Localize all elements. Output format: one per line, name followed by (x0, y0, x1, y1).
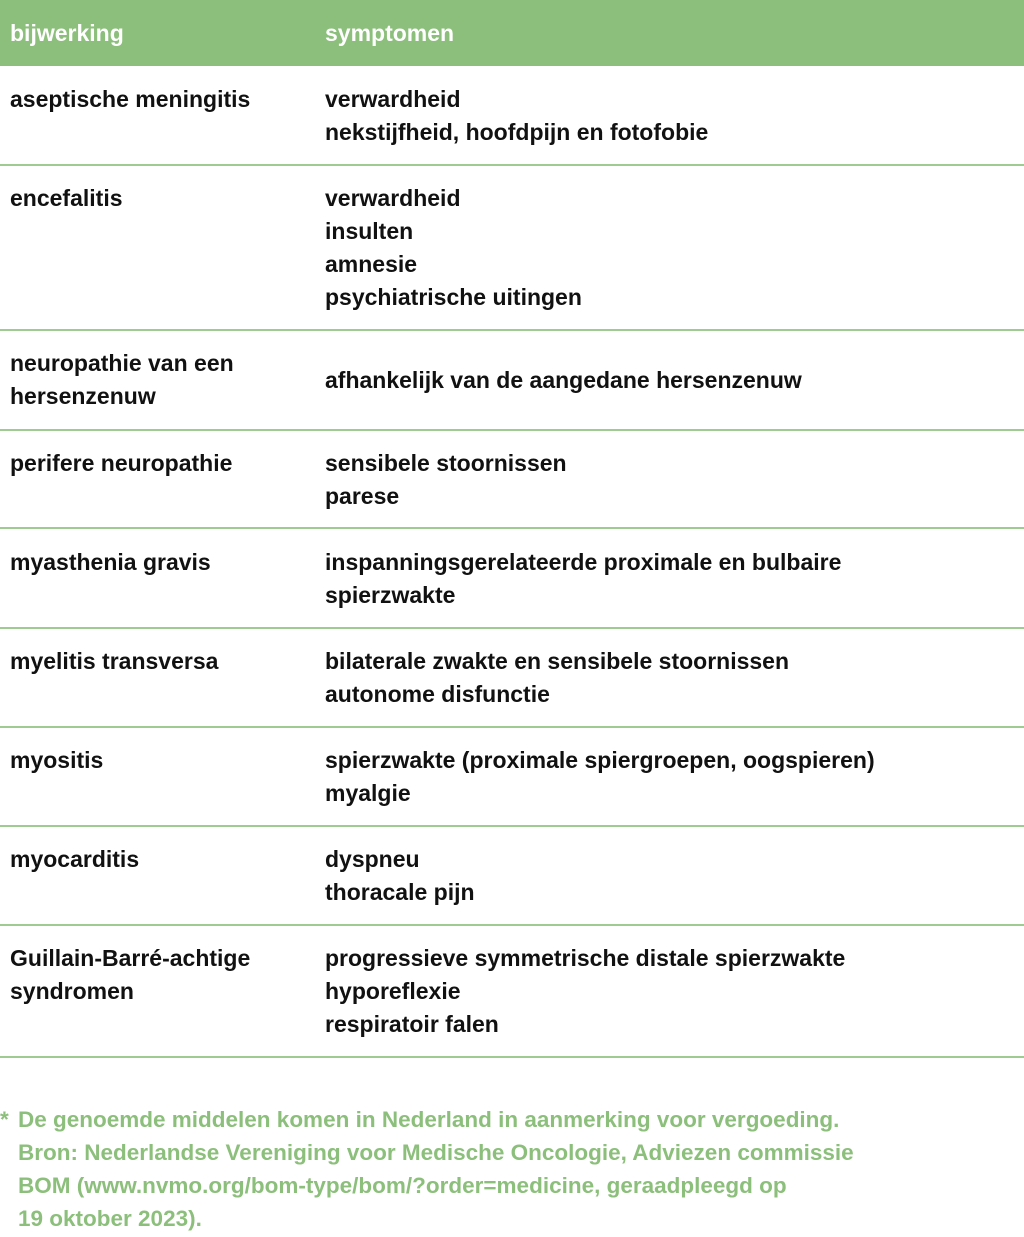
table-row (0, 629, 1024, 728)
symptoom-line: dyspneu (325, 846, 420, 872)
symptoom-line: insulten (325, 218, 414, 244)
symptoom-line: spierzwakte (325, 582, 456, 608)
symptoom-line: hyporeflexie (325, 978, 461, 1004)
footnote-marker: * (0, 1107, 9, 1132)
bijwerking-cell: neuropathie van een (10, 350, 234, 376)
header-symptomen: symptomen (325, 20, 455, 46)
bijwerking-cell: hersenzenuw (10, 383, 156, 409)
table-header (0, 0, 1024, 66)
symptoom-line: verwardheid (325, 185, 461, 211)
bijwerking-cell: myositis (10, 747, 104, 773)
table-row (0, 926, 1024, 1058)
bijwerking-cell: syndromen (10, 978, 134, 1004)
footnote-line: Bron: Nederlandse Vereniging voor Medische Oncologie, Adviezen commissie (18, 1140, 854, 1165)
table-row (0, 827, 1024, 926)
bijwerking-cell: myocarditis (10, 846, 140, 872)
bijwerking-cell: myasthenia gravis (10, 549, 211, 575)
symptoom-line: afhankelijk van de aangedane hersenzenuw (325, 367, 802, 393)
footnote-line: De genoemde middelen komen in Nederland in aanmerking voor vergoeding. (18, 1107, 840, 1132)
header-bijwerking: bijwerking (10, 20, 124, 46)
symptoom-line: bilaterale zwakte en sensibele stoornissen (325, 648, 790, 674)
symptoom-line: spierzwakte (proximale spiergroepen, oogspieren) (325, 747, 875, 773)
bijwerking-cell: perifere neuropathie (10, 450, 233, 476)
symptoom-line: psychiatrische uitingen (325, 284, 582, 310)
symptoom-line: respiratoir falen (325, 1011, 499, 1037)
symptoom-line: nekstijfheid, hoofdpijn en fotofobie (325, 119, 709, 145)
table-row (0, 331, 1024, 431)
symptoom-line: verwardheid (325, 86, 461, 112)
table-row (0, 728, 1024, 827)
bijwerking-cell: Guillain-Barré-achtige (10, 945, 251, 971)
table-row (0, 66, 1024, 166)
symptoom-line: sensibele stoornissen (325, 450, 567, 476)
symptoom-line: progressieve symmetrische distale spierzwakte (325, 945, 846, 971)
symptoom-line: inspanningsgerelateerde proximale en bulbaire (325, 549, 842, 575)
bijwerking-cell: encefalitis (10, 185, 123, 211)
symptoom-line: myalgie (325, 780, 411, 806)
symptoom-line: autonome disfunctie (325, 681, 550, 707)
symptoom-line: amnesie (325, 251, 418, 277)
table-row (0, 529, 1024, 629)
symptoom-line: parese (325, 483, 400, 509)
bijwerking-cell: aseptische meningitis (10, 86, 251, 112)
footnote-line: 19 oktober 2023). (18, 1206, 202, 1231)
table-row (0, 431, 1024, 529)
table-row (0, 166, 1024, 331)
footnote-line: BOM (www.nvmo.org/bom-type/bom/?order=medicine, geraadpleegd op (18, 1173, 787, 1198)
bijwerking-cell: myelitis transversa (10, 648, 219, 674)
symptoom-line: thoracale pijn (325, 879, 475, 905)
